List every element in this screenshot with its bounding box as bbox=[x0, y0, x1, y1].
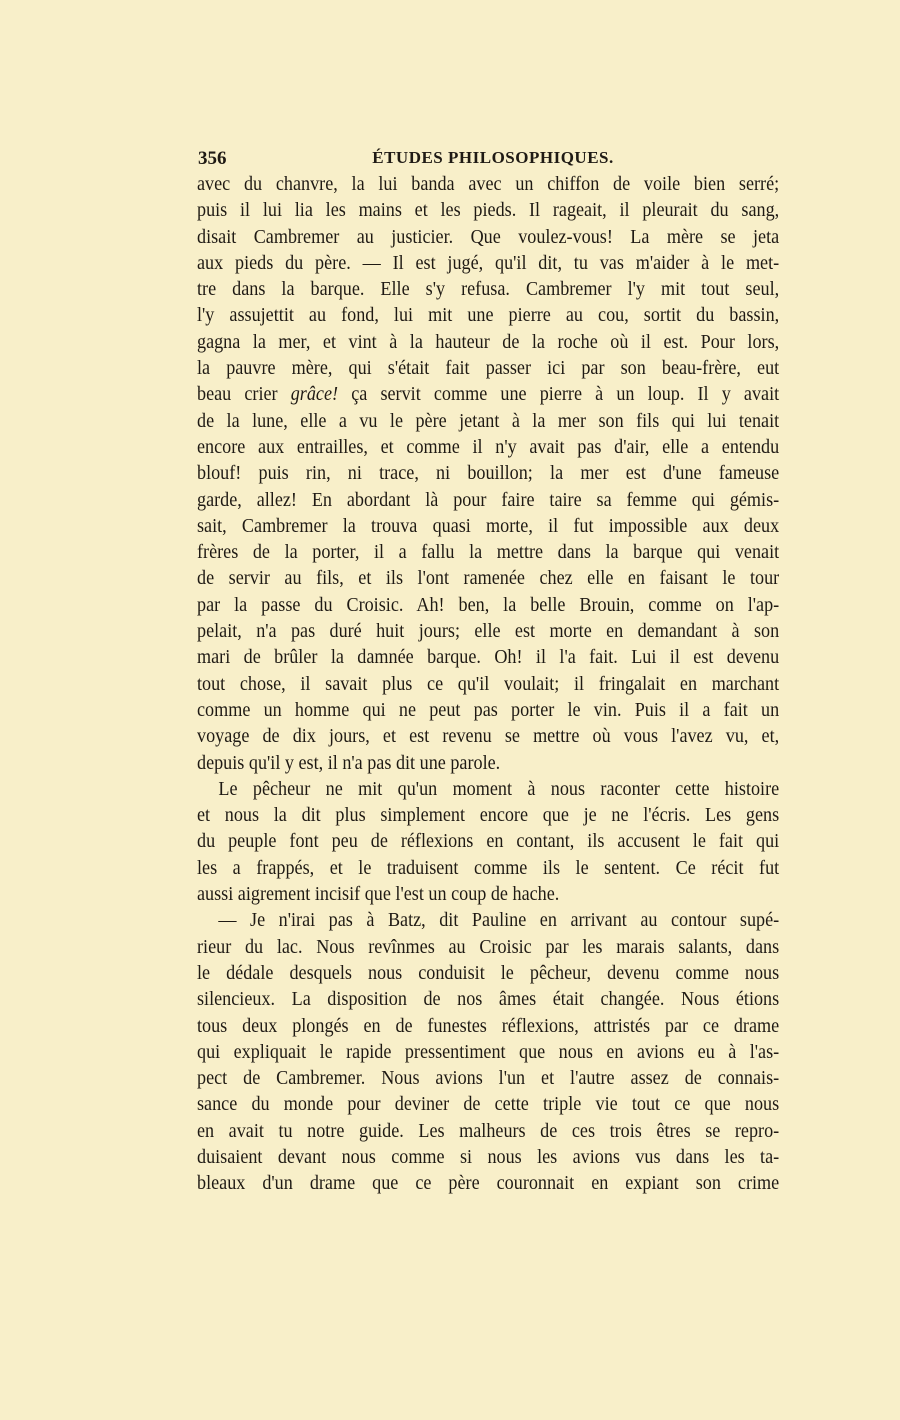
text-line: voyage de dix jours, et est revenu se mettre où vous l'avez vu, et, bbox=[197, 726, 780, 748]
text-line: gagna la mer, et vint à la hauteur de la roche où il est. Pour lors, bbox=[197, 331, 780, 353]
text-line: de la lune, elle a vu le père jetant à la mer son fils qui lui tenait bbox=[197, 410, 780, 432]
running-title: ÉTUDES PHILOSOPHIQUES. bbox=[372, 148, 614, 167]
text-line: tous deux plongés en de funestes réflexions, attristés par ce drame bbox=[197, 1015, 780, 1037]
text-line: silencieux. La disposition de nos âmes était changée. Nous étions bbox=[197, 989, 780, 1011]
text-line bbox=[197, 382, 779, 408]
text-line: avec du chanvre, la lui banda avec un chiffon de voile bien serré; bbox=[197, 174, 780, 195]
text-line: pect de Cambremer. Nous avions l'un et l'autre assez de connais- bbox=[197, 1068, 780, 1090]
text-line: les a frappés, et le traduisent comme ils le sentent. Ce récit fut bbox=[197, 857, 780, 879]
text-line: bleaux d'un drame que ce père couronnait en expiant son crime bbox=[197, 1173, 780, 1195]
text-line: le dédale desquels nous conduisit le pêcheur, devenu comme nous bbox=[197, 962, 780, 984]
page-number: 356 bbox=[198, 148, 227, 169]
text-segment: beau crier bbox=[197, 384, 291, 406]
text-line: du peuple font peu de réflexions en contant, ils accusent le fait qui bbox=[197, 831, 780, 853]
paragraph-first-line: Le pêcheur ne mit qu'un moment à nous raconter cette histoire bbox=[218, 778, 780, 800]
text-line: garde, allez! En abordant là pour faire taire sa femme qui gémis- bbox=[197, 489, 780, 511]
italic-emphasis: grâce! bbox=[290, 384, 339, 406]
paragraph-end-line: depuis qu'il y est, il n'a pas dit une parole. bbox=[197, 752, 501, 774]
text-line: la pauvre mère, qui s'était fait passer ici par son beau-frère, eut bbox=[197, 358, 780, 380]
text-line: tout chose, il savait plus ce qu'il voulait; il fringalait en marchant bbox=[197, 673, 780, 695]
text-line: frères de la porter, il a fallu la mettre dans la barque qui venait bbox=[197, 542, 780, 564]
text-line: tre dans la barque. Elle s'y refusa. Cambremer l'y mit tout seul, bbox=[197, 279, 780, 301]
running-header bbox=[197, 148, 779, 172]
text-line: rieur du lac. Nous revînmes au Croisic par les marais salants, dans bbox=[197, 936, 780, 958]
text-line: par la passe du Croisic. Ah! ben, la belle Brouin, comme on l'ap- bbox=[197, 594, 780, 616]
text-line: sait, Cambremer la trouva quasi morte, il fut impossible aux deux bbox=[197, 515, 780, 537]
text-segment: ça servit comme une pierre à un loup. Il y avait bbox=[338, 384, 780, 406]
text-line: pelait, n'a pas duré huit jours; elle est morte en demandant à son bbox=[197, 621, 780, 643]
body-text bbox=[197, 172, 779, 1198]
text-line: et nous la dit plus simplement encore que je ne l'écris. Les gens bbox=[197, 805, 780, 827]
text-line: mari de brûler la damnée barque. Oh! il l'a fait. Lui il est devenu bbox=[197, 647, 780, 669]
text-line: aux pieds du père. — Il est jugé, qu'il dit, tu vas m'aider à le met- bbox=[197, 252, 780, 274]
text-line: encore aux entrailles, et comme il n'y avait pas d'air, elle a entendu bbox=[197, 436, 780, 458]
text-line: duisaient devant nous comme si nous les avions vus dans les ta- bbox=[197, 1146, 780, 1168]
paragraph-first-line: — Je n'irai pas à Batz, dit Pauline en arrivant au contour supé- bbox=[218, 910, 780, 932]
text-line: sance du monde pour deviner de cette triple vie tout ce que nous bbox=[197, 1094, 780, 1116]
text-line: en avait tu notre guide. Les malheurs de ces trois êtres se repro- bbox=[197, 1120, 780, 1142]
text-line: qui expliquait le rapide pressentiment que nous en avions eu à l'as- bbox=[197, 1041, 780, 1063]
text-line: l'y assujettit au fond, lui mit une pierre au cou, sortit du bassin, bbox=[197, 305, 780, 327]
text-line: puis il lui lia les mains et les pieds. Il rageait, il pleurait du sang, bbox=[197, 200, 780, 222]
text-line: comme un homme qui ne peut pas porter le vin. Puis il a fait un bbox=[197, 699, 780, 721]
text-line: blouf! puis rin, ni trace, ni bouillon; la mer est d'une fameuse bbox=[197, 463, 780, 485]
text-line: disait Cambremer au justicier. Que voulez-vous! La mère se jeta bbox=[197, 226, 780, 248]
text-line: de servir au fils, et ils l'ont ramenée chez elle en faisant le tour bbox=[197, 568, 780, 590]
paragraph-end-line: aussi aigrement incisif que l'est un coup de hache. bbox=[197, 884, 560, 906]
